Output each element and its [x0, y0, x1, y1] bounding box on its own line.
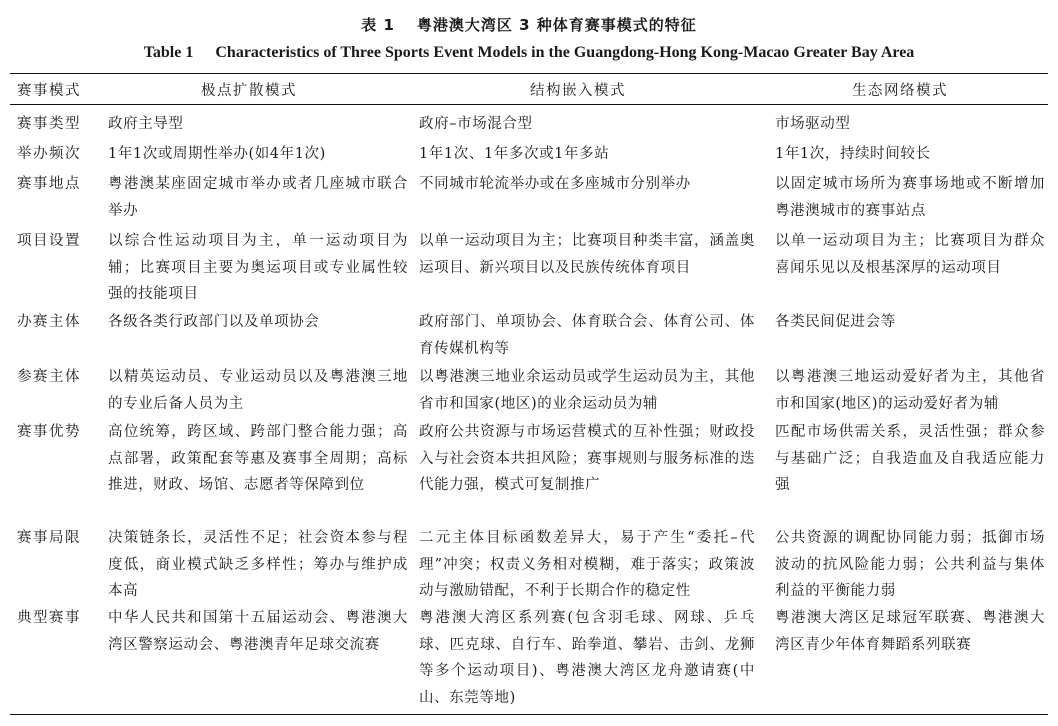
cell-ecological-network: 以单一运动项目为主；比赛项目为群众喜闻乐见以及根基深厚的运动项目: [775, 233, 1045, 276]
cell-structural-embedding: 以粤港澳三地业余运动员或学生运动员为主，其他省市和国家(地区)的业余运动员为辅: [419, 369, 755, 412]
cell-ecological-network: 市场驱动型: [775, 116, 851, 132]
row-label: 举办频次: [17, 146, 81, 162]
cell-pole-diffusion: 决策链条长，灵活性不足；社会资本参与程度低，商业模式缺乏多样性；筹办与维护成本高: [108, 530, 408, 599]
row-label: 项目设置: [17, 233, 81, 249]
cell-structural-embedding: 政府部门、单项协会、体育联合会、体育公司、体育传媒机构等: [419, 314, 755, 357]
row-label: 赛事优势: [17, 424, 81, 440]
cell-pole-diffusion: 粤港澳某座固定城市举办或者几座城市联合举办: [108, 176, 408, 219]
table-number-zh: 表 1: [361, 16, 395, 34]
cell-ecological-network: 以固定城市场所为赛事场地或不断增加粤港澳城市的赛事站点: [775, 176, 1045, 219]
cell-structural-embedding: 政府公共资源与市场运营模式的互补性强；财政投入与社会资本共担风险；赛事规则与服务标准的迭代能力强，模式可复制推广: [419, 424, 755, 493]
cell-pole-diffusion: 各级各类行政部门以及单项协会: [108, 314, 320, 330]
row-label: 参赛主体: [17, 369, 81, 385]
header-ecological-network-mode: 生态网络模式: [852, 83, 948, 99]
table-number-en: Table 1: [143, 44, 194, 61]
header-event-mode: 赛事模式: [17, 83, 81, 99]
cell-structural-embedding: 粤港澳大湾区系列赛(包含羽毛球、网球、乒乓球、匹克球、自行车、跆拳道、攀岩、击剑、龙狮等多个运动项目)、粤港澳大湾区龙舟邀请赛(中山、东莞等地): [419, 610, 755, 706]
cell-structural-embedding: 二元主体目标函数差异大，易于产生“委托–代理”冲突；权责义务相对模糊，难于落实；政策波动与激励错配，不利于长期合作的稳定性: [419, 530, 755, 599]
cell-structural-embedding: 1年1次、1年多次或1年多站: [419, 146, 610, 162]
cell-ecological-network: 粤港澳大湾区足球冠军联赛、粤港澳大湾区青少年体育舞蹈系列联赛: [775, 610, 1045, 653]
cell-ecological-network: 公共资源的调配协同能力弱；抵御市场波动的抗风险能力弱；公共利益与集体利益的平衡能力弱: [775, 530, 1045, 599]
cell-pole-diffusion: 高位统筹，跨区域、跨部门整合能力强；高点部署，政策配套等惠及赛事全周期；高标推进，财政、场馆、志愿者等保障到位: [108, 424, 408, 493]
cell-ecological-network: 各类民间促进会等: [775, 314, 896, 330]
row-label: 赛事局限: [17, 530, 81, 546]
cell-pole-diffusion: 以精英运动员、专业运动员以及粤港澳三地的专业后备人员为主: [108, 369, 408, 412]
table-caption-chinese: [0, 14, 1058, 35]
table-bottom-rule: [10, 714, 1048, 715]
cell-pole-diffusion: 以综合性运动项目为主，单一运动项目为辅；比赛项目主要为奥运项目或专业属性较强的技能项目: [108, 233, 408, 302]
cell-structural-embedding: 政府–市场混合型: [419, 116, 533, 132]
cell-structural-embedding: 不同城市轮流举办或在多座城市分别举办: [419, 176, 691, 192]
cell-ecological-network: 以粤港澳三地运动爱好者为主，其他省市和国家(地区)的运动爱好者为辅: [775, 369, 1045, 412]
cell-ecological-network: 1年1次，持续时间较长: [775, 146, 931, 162]
table-top-rule: [10, 73, 1048, 74]
table-title-en: Characteristics of Three Sports Event Models in the Guangdong-Hong Kong-Macao Greater Bay Area: [215, 44, 915, 61]
header-structural-embedding-mode: 结构嵌入模式: [530, 83, 626, 99]
row-label: 赛事地点: [17, 176, 81, 192]
row-label: 典型赛事: [17, 610, 81, 626]
header-pole-diffusion-mode: 极点扩散模式: [201, 83, 297, 99]
row-label: 赛事类型: [17, 116, 81, 132]
cell-pole-diffusion: 1年1次或周期性举办(如4年1次): [108, 146, 326, 162]
cell-structural-embedding: 以单一运动项目为主；比赛项目种类丰富，涵盖奥运项目、新兴项目以及民族传统体育项目: [419, 233, 755, 276]
row-label: 办赛主体: [17, 314, 81, 330]
table-header-rule: [10, 104, 1048, 105]
table-caption-english: [0, 44, 1058, 62]
table-title-zh: 粤港澳大湾区 3 种体育赛事模式的特征: [416, 16, 697, 34]
cell-pole-diffusion: 中华人民共和国第十五届运动会、粤港澳大湾区警察运动会、粤港澳青年足球交流赛: [108, 610, 408, 653]
cell-ecological-network: 匹配市场供需关系，灵活性强；群众参与基础广泛；自我造血及自我适应能力强: [775, 424, 1045, 493]
cell-pole-diffusion: 政府主导型: [108, 116, 184, 132]
